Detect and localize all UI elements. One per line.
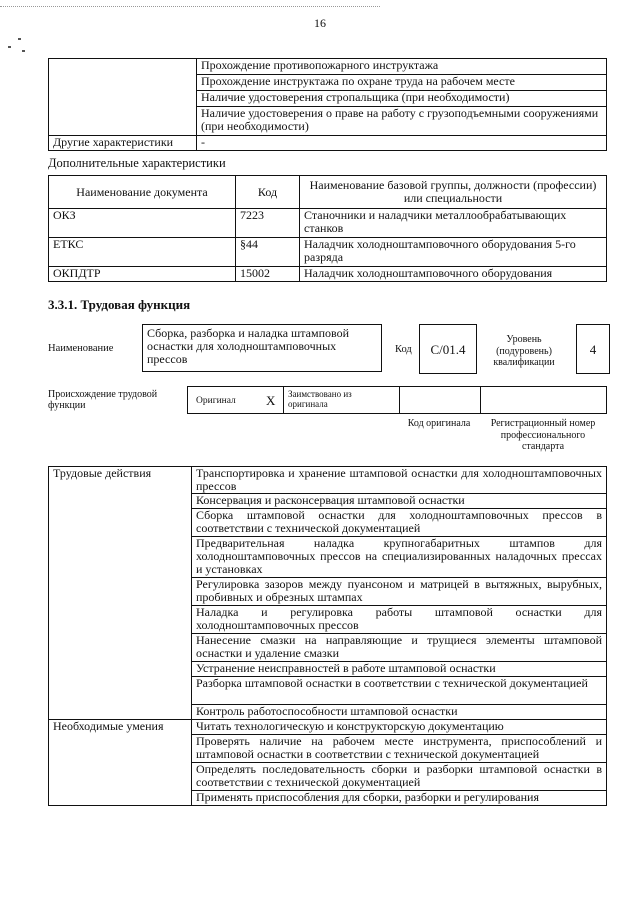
req-left-cell: [49, 75, 197, 91]
requirements-table: [48, 58, 607, 151]
reg-number-label: Регистрационный номер профессионального стандарта: [490, 418, 596, 452]
code-label: Код: [395, 344, 412, 355]
origin-box: [187, 386, 607, 414]
scan-speck: [22, 50, 25, 52]
page-number: 16: [314, 16, 326, 30]
code-original-cell: [399, 387, 481, 413]
code-original-label: Код оригинала: [407, 418, 471, 429]
req-left-cell: [49, 91, 197, 107]
req-left-cell: [49, 107, 197, 136]
req-row: Прохождение противопожарного инструктажа: [197, 59, 607, 75]
scan-top-line: [0, 6, 380, 7]
actions-label: Трудовые действия: [49, 467, 192, 720]
doc-cell: ЕТКС: [49, 238, 236, 267]
skill-item: Проверять наличие на рабочем месте инструмента, приспособлений и штамповой оснастки в соответствии с технической документацией: [192, 735, 607, 763]
action-item: Регулировка зазоров между пуансоном и матрицей в вытяжных, вырубных, пробивных и обрезных штампах: [192, 578, 607, 606]
level-label: Уровень (подуровень) квалификации: [493, 334, 555, 368]
level-value-box: 4: [576, 324, 610, 374]
scan-speck: [8, 46, 11, 48]
skill-item: Читать технологическую и конструкторскую документацию: [192, 720, 607, 735]
header-code: Код: [236, 176, 300, 209]
name-label: Наименование: [48, 343, 114, 354]
scan-speck: [18, 38, 21, 40]
additional-title: Дополнительные характеристики: [48, 156, 226, 170]
req-row: Прохождение инструктажа по охране труда на рабочем месте: [197, 75, 607, 91]
header-doc: Наименование документа: [49, 176, 236, 209]
actions-skills-table: [48, 466, 607, 806]
header-name: Наименование базовой группы, должности (профессии) или специальности: [300, 176, 607, 209]
function-code-box: C/01.4: [419, 324, 477, 374]
other-characteristics-label: Другие характеристики: [49, 136, 197, 151]
origin-label: Происхождение трудовой функции: [48, 389, 158, 411]
name-cell: Станочники и наладчики металлообрабатывающих станков: [300, 209, 607, 238]
action-item: Устранение неисправностей в работе штамповой оснастки: [192, 662, 607, 677]
action-item: Наладка и регулировка работы штамповой оснастки для холодноштамповочных прессов: [192, 606, 607, 634]
other-characteristics-value: -: [197, 136, 607, 151]
skill-item: Применять приспособления для сборки, разборки и регулирования: [192, 791, 607, 806]
section-heading: 3.3.1. Трудовая функция: [48, 297, 191, 312]
original-mark: X: [266, 393, 276, 408]
code-cell: 15002: [236, 267, 300, 282]
req-left-cell: [49, 59, 197, 75]
original-label: Оригинал: [196, 396, 236, 406]
original-cell: [188, 387, 284, 413]
additional-table: [48, 175, 607, 282]
name-cell: Наладчик холодноштамповочного оборудования: [300, 267, 607, 282]
code-cell: §44: [236, 238, 300, 267]
action-item: Сборка штамповой оснастки для холодноштамповочных прессов в соответствии с технической документацией: [192, 509, 607, 537]
code-cell: 7223: [236, 209, 300, 238]
action-item: Нанесение смазки на направляющие и трущиеся элементы штамповой оснастки и удаление смазки: [192, 634, 607, 662]
doc-cell: ОКПДТР: [49, 267, 236, 282]
action-item: Разборка штамповой оснастки в соответствии с технической документацией: [192, 677, 607, 705]
action-item: Контроль работоспособности штамповой оснастки: [192, 705, 607, 720]
function-name-box: Сборка, разборка и наладка штамповой оснастки для холодноштамповочных прессов: [142, 324, 382, 372]
borrowed-label: Заимствовано из оригинала: [288, 389, 352, 409]
skills-label: Необходимые умения: [49, 720, 192, 806]
skill-item: Определять последовательность сборки и разборки штамповой оснастки в соответствии с технической документацией: [192, 763, 607, 791]
action-item: Предварительная наладка крупногабаритных штампов для холодноштамповочных прессов на специализированных наладочных прессах и установках: [192, 537, 607, 578]
doc-cell: ОКЗ: [49, 209, 236, 238]
action-item: Консервация и расконсервация штамповой оснастки: [192, 494, 607, 509]
name-cell: Наладчик холодноштамповочного оборудования 5-го разряда: [300, 238, 607, 267]
req-row: Наличие удостоверения стропальщика (при необходимости): [197, 91, 607, 107]
action-item: Транспортировка и хранение штамповой оснастки для холодноштамповочных прессов: [192, 467, 607, 494]
req-row: Наличие удостоверения о праве на работу с грузоподъемными сооружениями (при необходимости): [197, 107, 607, 136]
